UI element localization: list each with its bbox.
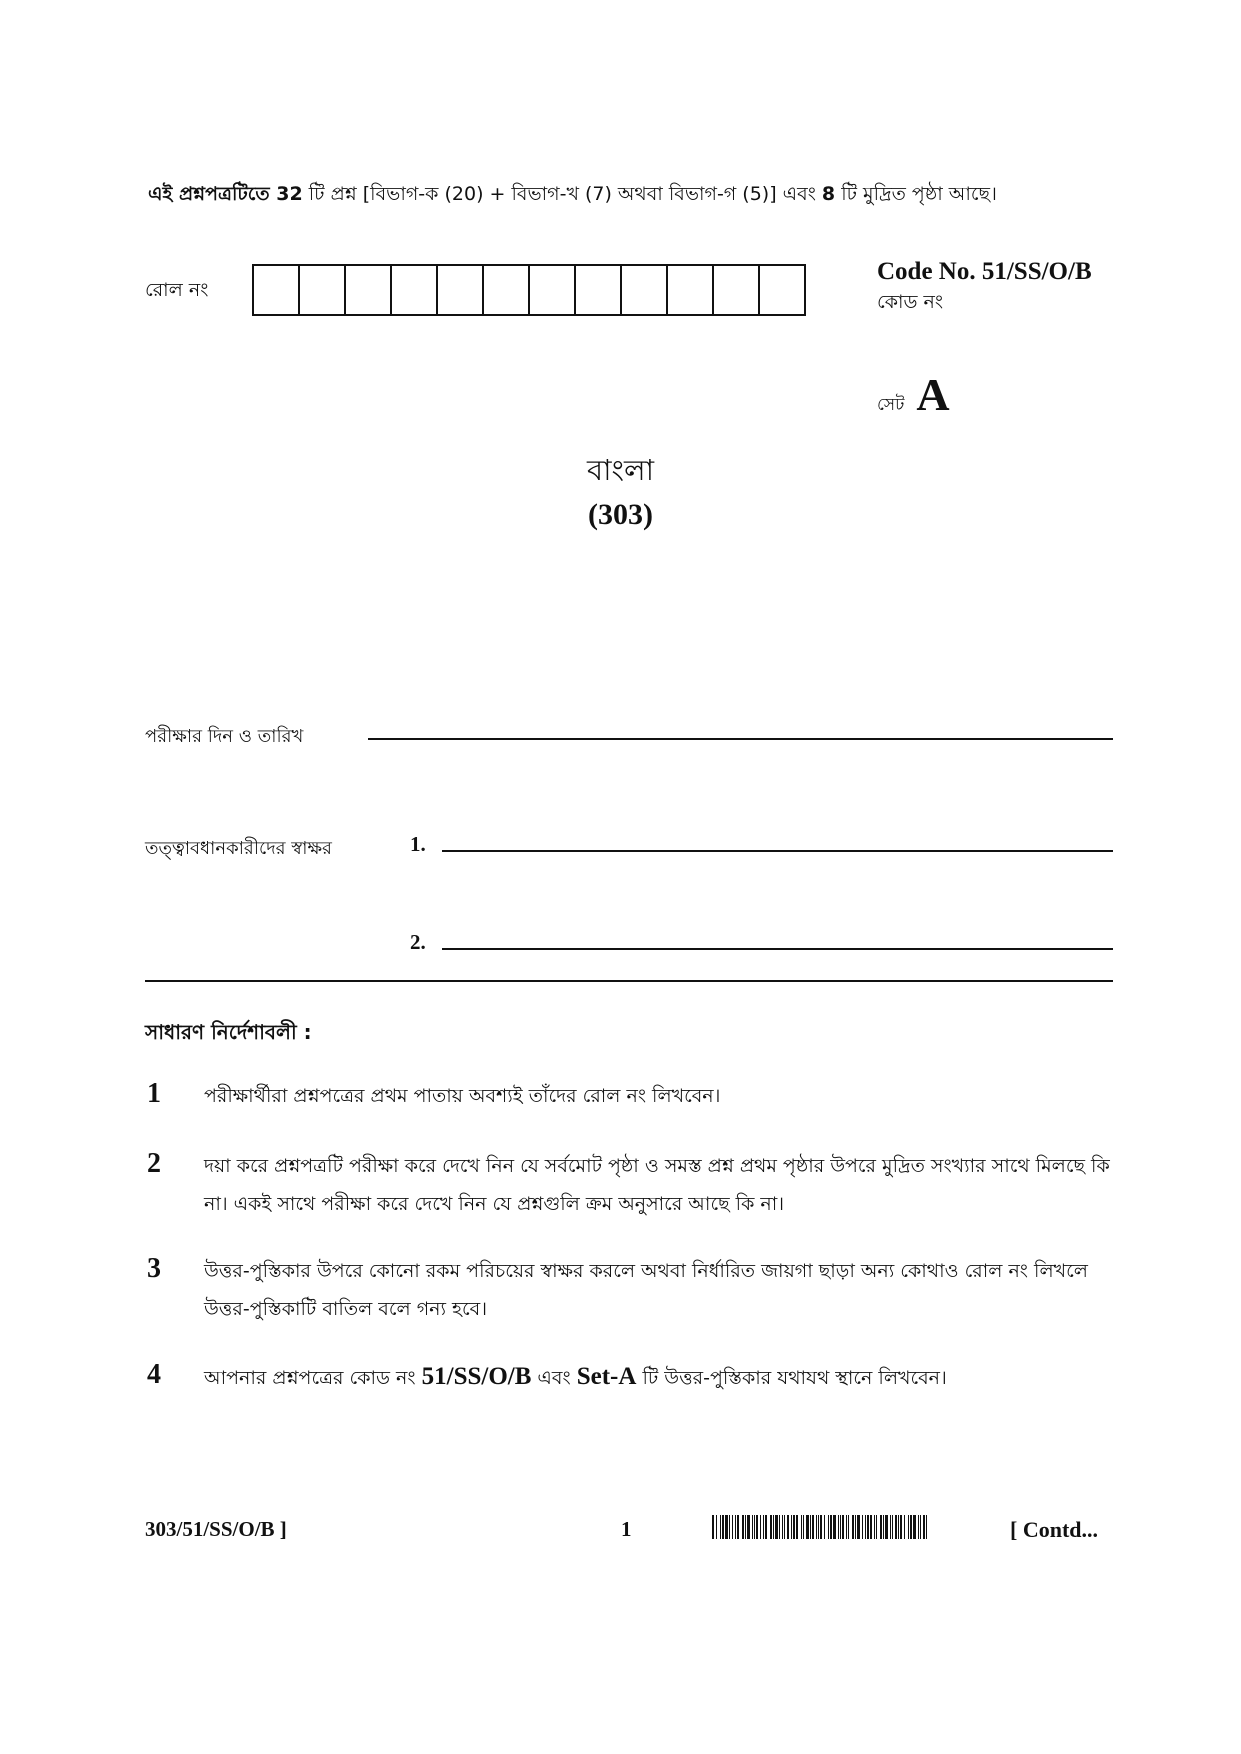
barcode-bar (784, 1515, 785, 1539)
barcode-bar (770, 1515, 772, 1539)
exam-date-label: পরীক্ষার দিন ও তারিখ (145, 726, 304, 747)
code-number-bengali-label: কোড নং (877, 291, 944, 313)
roll-digit-box[interactable] (484, 266, 530, 314)
barcode-bar (895, 1515, 897, 1539)
roll-digit-box[interactable] (668, 266, 714, 314)
instruction-4-pre: আপনার প্রশ্নপত্রের কোড নং (204, 1367, 422, 1389)
question-count-note (148, 180, 997, 212)
barcode-bar (756, 1515, 758, 1539)
barcode-bar (806, 1515, 809, 1539)
roll-digit-box[interactable] (760, 266, 804, 314)
barcode-bar (716, 1515, 717, 1539)
subject-code: (303) (588, 498, 653, 531)
page-number: 1 (621, 1517, 632, 1541)
barcode-bar (828, 1515, 829, 1539)
barcode-bar (913, 1515, 916, 1539)
barcode-bar (773, 1515, 774, 1539)
barcode-bar (722, 1515, 724, 1539)
barcode-bar (816, 1515, 817, 1539)
barcode-bar (787, 1515, 789, 1539)
barcode-bar (732, 1515, 733, 1539)
barcode-bar (874, 1515, 875, 1539)
exam-date-line[interactable] (368, 738, 1113, 740)
barcode-bar (892, 1515, 893, 1539)
barcode-bar (920, 1515, 921, 1539)
set-value: A (916, 369, 950, 420)
footer-code: 303/51/SS/O/B ] (145, 1517, 287, 1541)
barcode-bar (833, 1515, 836, 1539)
instruction-4-post: টি উত্তর-পুস্তিকার যথাযথ স্থানে লিখবেন। (636, 1367, 947, 1389)
barcode-bar (810, 1515, 811, 1539)
barcode-bar (775, 1515, 778, 1539)
roll-digit-box[interactable] (530, 266, 576, 314)
barcode-bar (779, 1515, 780, 1539)
barcode-bar (883, 1515, 884, 1539)
barcode-bar (754, 1515, 755, 1539)
barcode-bar (801, 1515, 802, 1539)
roll-digit-box[interactable] (714, 266, 760, 314)
roll-number-label: রোল নং (145, 279, 209, 301)
barcode-bar (760, 1515, 761, 1539)
barcode-bar (838, 1515, 839, 1539)
barcode-bar (848, 1515, 849, 1539)
roll-digit-box[interactable] (622, 266, 668, 314)
instruction-2-text: দয়া করে প্রশ্নপত্রটি পরীক্ষা করে দেখে নিন যে সর্বমোট পৃষ্ঠা ও সমস্ত প্রশ্ন প্রথম পৃষ্ঠার উপরে মুদ্রিত সংখ্যার সাথে মিলছে কি না। একই সাথে পরীক্ষা করে দেখে নিন যে প্রশ্নগুলি ক্রম অনুসারে আছে কি না। (204, 1155, 1110, 1215)
barcode-bar (923, 1515, 925, 1539)
barcode-bar (725, 1515, 728, 1539)
barcode-bar (752, 1515, 753, 1539)
instruction-1-text: পরীক্ষার্থীরা প্রশ্নপত্রের প্রথম পাতায় অবশ্যই তাঁদের রোল নং লিখবেন। (204, 1085, 721, 1107)
barcode-bar (747, 1515, 750, 1539)
instruction-4-mid: এবং (531, 1367, 577, 1389)
barcode-bar (765, 1515, 767, 1539)
roll-digit-box[interactable] (576, 266, 622, 314)
barcode-bar (857, 1515, 860, 1539)
instruction-4-code: 51/SS/O/B (421, 1363, 532, 1390)
barcode-bar (824, 1515, 825, 1539)
instruction-3-text: উত্তর-পুস্তিকার উপরে কোনো রকম পরিচয়ের স্বাক্ষর করলে অথবা নির্ধারিত জায়গা ছাড়া অন্য কোথাও রোল নং লিখলে উত্তর-পুস্তিকাটি বাতিল বলে গন্য হবে। (204, 1260, 1088, 1320)
barcode-bar (735, 1515, 736, 1539)
barcode-bar (862, 1515, 863, 1539)
general-instructions-title: সাধারণ নির্দেশাবলী : (145, 1020, 312, 1044)
barcode-bar (796, 1515, 798, 1539)
barcode-bar (729, 1515, 730, 1539)
roll-number-boxes[interactable] (252, 264, 806, 316)
barcode-bar (855, 1515, 856, 1539)
barcode-bar (840, 1515, 841, 1539)
roll-digit-box[interactable] (346, 266, 392, 314)
code-number: Code No. 51/SS/O/B (877, 258, 1092, 285)
barcode-bar (742, 1515, 744, 1539)
barcode-bar (885, 1515, 888, 1539)
barcode-bar (898, 1515, 899, 1539)
roll-digit-box[interactable] (254, 266, 300, 314)
barcode-bar (745, 1515, 746, 1539)
roll-digit-box[interactable] (300, 266, 346, 314)
barcode-bar (720, 1515, 721, 1539)
barcode (712, 1515, 996, 1539)
barcode-bar (870, 1515, 872, 1539)
barcode-bar (812, 1515, 814, 1539)
barcode-bar (818, 1515, 819, 1539)
note-pre: এই প্রশ্নপত্রটিতে (148, 183, 277, 205)
barcode-bar (763, 1515, 764, 1539)
barcode-bar (830, 1515, 832, 1539)
code-block (877, 258, 1092, 320)
instruction-2-number: 2 (147, 1148, 161, 1179)
invigilator-signature-label: তত্ত্বাবধানকারীদের স্বাক্ষর (145, 838, 332, 859)
barcode-bar (910, 1515, 912, 1539)
continued-label: [ Contd... (1010, 1517, 1099, 1542)
note-post: টি মুদ্রিত পৃষ্ঠা আছে। (835, 183, 997, 205)
barcode-bar (900, 1515, 902, 1539)
barcode-bar (846, 1515, 847, 1539)
roll-digit-box[interactable] (438, 266, 484, 314)
barcode-bar (880, 1515, 882, 1539)
instruction-4-set: Set-A (576, 1363, 637, 1390)
signature-1-number: 1. (410, 832, 426, 856)
barcode-bar (908, 1515, 909, 1539)
barcode-bar (926, 1515, 927, 1539)
note-mid: টি প্রশ্ন [বিভাগ-ক (20) + বিভাগ-খ (7) অথবা বিভাগ-গ (5)] এবং (302, 183, 822, 205)
signature-1-line[interactable] (442, 850, 1113, 852)
set-block (877, 368, 950, 421)
barcode-bar (793, 1515, 795, 1539)
note-count: 32 (276, 183, 303, 205)
barcode-bar (918, 1515, 919, 1539)
barcode-bar (820, 1515, 822, 1539)
instruction-4-text (204, 1358, 1119, 1397)
barcode-bar (782, 1515, 783, 1539)
barcode-bar (867, 1515, 869, 1539)
barcode-bar (803, 1515, 804, 1539)
roll-digit-box[interactable] (392, 266, 438, 314)
barcode-bar (852, 1515, 854, 1539)
barcode-bar (737, 1515, 739, 1539)
subject-name: বাংলা (586, 453, 655, 487)
barcode-bar (712, 1515, 714, 1539)
note-pages: 8 (821, 183, 836, 205)
instruction-1-number: 1 (147, 1078, 161, 1109)
barcode-bar (890, 1515, 891, 1539)
barcode-bar (904, 1515, 905, 1539)
barcode-bar (791, 1515, 792, 1539)
instruction-3-number: 3 (147, 1253, 161, 1284)
barcode-bar (842, 1515, 844, 1539)
barcode-bar (865, 1515, 866, 1539)
signature-2-line[interactable] (442, 948, 1113, 950)
barcode-bar (876, 1515, 877, 1539)
signature-2-number: 2. (410, 930, 426, 954)
set-label: সেট (877, 395, 905, 415)
instruction-4-number: 4 (147, 1359, 161, 1390)
section-divider (145, 980, 1113, 982)
